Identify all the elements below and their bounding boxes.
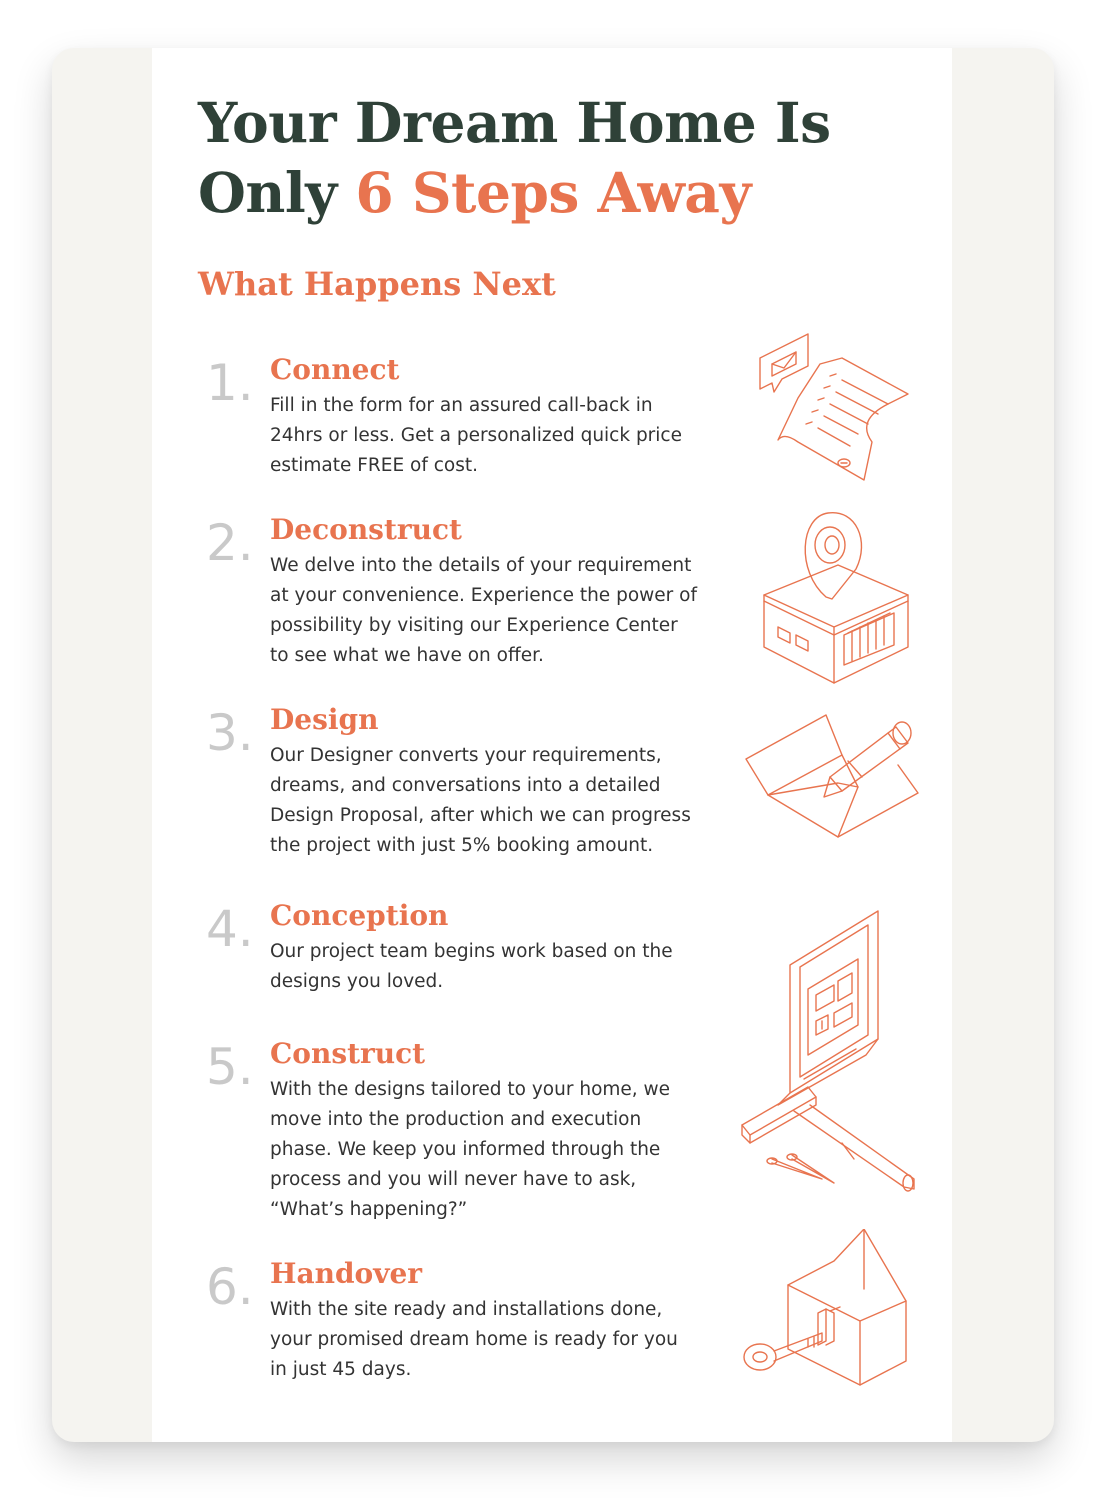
step-title: Deconstruct: [270, 513, 462, 546]
blueprint-frame-icon: [738, 909, 928, 1109]
step-title: Design: [270, 703, 379, 736]
step-title: Handover: [270, 1257, 423, 1290]
section-subheading: What Happens Next: [198, 265, 556, 303]
store-location-pin-icon: [738, 505, 928, 695]
step-description: With the site ready and installations done, your promised dream home is ready for you in just 45 days.: [270, 1299, 678, 1380]
headline-line-1: Your Dream Home Is: [198, 90, 831, 155]
pencil-drafting-icon: [738, 711, 928, 846]
infographic-card: [52, 48, 1054, 1442]
step-description: Fill in the form for an assured call-back in 24hrs or less. Get a personalized quick price estimate FREE of cost.: [270, 395, 682, 476]
step-number: 6.: [206, 1258, 254, 1316]
step-description: We delve into the details of your requirement at your convenience. Experience the power of possibility by visiting our Experience Center to see what we have on offer.: [270, 555, 697, 666]
headline: [198, 88, 831, 228]
step-description: Our Designer converts your requirements, dreams, and conversations into a detailed Design Proposal, after which we can progress the project with just 5% booking amount.: [270, 745, 691, 856]
step-title: Construct: [270, 1037, 426, 1070]
step-title: Conception: [270, 899, 449, 932]
house-key-icon: [738, 1229, 928, 1404]
step-number: 3.: [206, 704, 254, 762]
step-number: 4.: [206, 900, 254, 958]
step-number: 5.: [206, 1038, 254, 1096]
step-number: 2.: [206, 514, 254, 572]
headline-line-2-accent: 6 Steps Away: [355, 160, 751, 225]
form-message-icon: [738, 328, 928, 488]
step-number: 1.: [206, 354, 254, 412]
hammer-nails-icon: [738, 1083, 928, 1208]
step-description: Our project team begins work based on the designs you loved.: [270, 941, 673, 992]
headline-line-2-prefix: Only: [198, 160, 356, 225]
step-title: Connect: [270, 353, 400, 386]
step-description: With the designs tailored to your home, we move into the production and execution phase. We keep you informed through the process and you will never have to ask, “What’s happening?”: [270, 1079, 671, 1220]
content-panel: [152, 48, 952, 1442]
